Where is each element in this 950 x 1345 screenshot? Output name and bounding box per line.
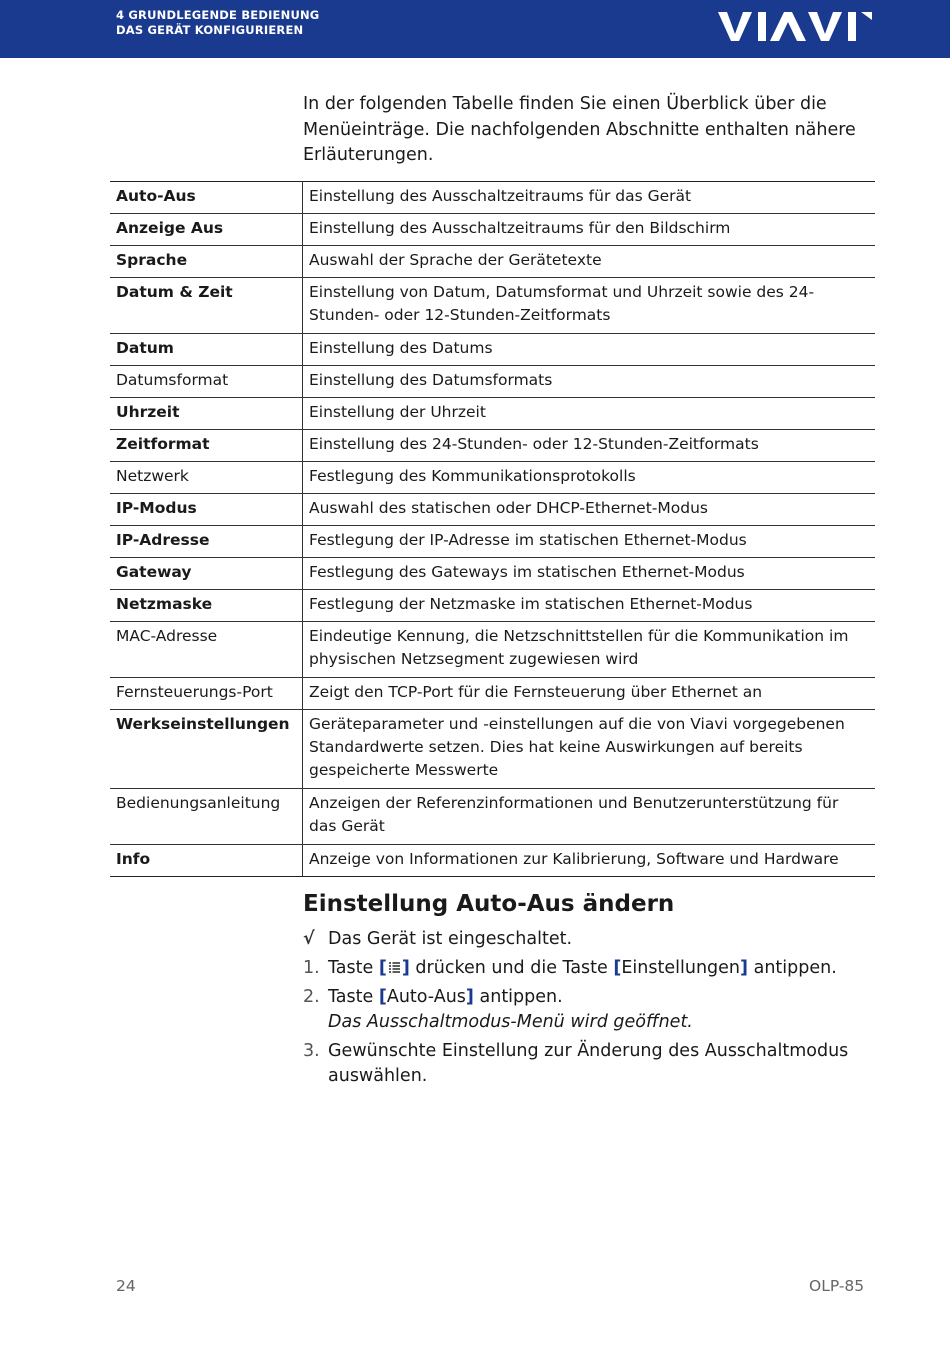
step-number: 1. bbox=[303, 958, 320, 978]
menu-description: Einstellung des Datumsformats bbox=[303, 366, 876, 398]
key-label-settings: Einstellungen bbox=[621, 958, 741, 978]
viavi-logo bbox=[716, 8, 876, 44]
menu-term: Werkseinstellungen bbox=[110, 710, 303, 789]
svg-text:VIAVI: VIAVI bbox=[716, 8, 719, 9]
table-row bbox=[110, 278, 875, 334]
table-row bbox=[110, 430, 875, 462]
menu-description: Festlegung der Netzmaske im statischen Ethernet-Modus bbox=[303, 590, 876, 622]
step-text: drücken und die Taste bbox=[415, 958, 608, 978]
bracket-close: ] bbox=[740, 958, 749, 978]
bracket-close: ] bbox=[401, 958, 410, 978]
table-row bbox=[110, 182, 875, 214]
menu-term: IP-Adresse bbox=[110, 526, 303, 558]
menu-term: Fernsteuerungs-Port bbox=[110, 678, 303, 710]
chapter-title: 4 GRUNDLEGENDE BEDIENUNG bbox=[116, 8, 320, 22]
chapter-heading bbox=[116, 8, 319, 38]
table-row bbox=[110, 590, 875, 622]
table-row bbox=[110, 526, 875, 558]
menu-term: Datumsformat bbox=[110, 366, 303, 398]
table-row bbox=[110, 366, 875, 398]
step-text: Taste bbox=[328, 958, 374, 978]
menu-term: MAC-Adresse bbox=[110, 622, 303, 678]
menu-description: Einstellung des Datums bbox=[303, 334, 876, 366]
menu-description: Festlegung des Kommunikationsprotokolls bbox=[303, 462, 876, 494]
product-name: OLP-85 bbox=[809, 1277, 865, 1295]
prerequisite bbox=[303, 927, 883, 952]
step-number: 2. bbox=[303, 987, 320, 1007]
menu-term: Netzmaske bbox=[110, 590, 303, 622]
step-text: antippen. bbox=[479, 987, 563, 1007]
table-row bbox=[110, 334, 875, 366]
table-row bbox=[110, 789, 875, 845]
bracket-open: [ bbox=[378, 987, 387, 1007]
page-header bbox=[0, 0, 950, 58]
menu-description: Festlegung des Gateways im statischen Ethernet-Modus bbox=[303, 558, 876, 590]
menu-description: Einstellung des Ausschaltzeitraums für den Bildschirm bbox=[303, 214, 876, 246]
menu-description: Festlegung der IP-Adresse im statischen Ethernet-Modus bbox=[303, 526, 876, 558]
page-number: 24 bbox=[116, 1277, 136, 1295]
step-text: Gewünschte Einstellung zur Änderung des Ausschaltmodus auswählen. bbox=[328, 1041, 849, 1086]
menu-term: Auto-Aus bbox=[110, 182, 303, 214]
section-title: DAS GERÄT KONFIGURIEREN bbox=[116, 23, 304, 37]
table-row bbox=[110, 494, 875, 526]
menu-description: Einstellung des 24-Stunden- oder 12-Stunden-Zeitformats bbox=[303, 430, 876, 462]
table-row bbox=[110, 845, 875, 877]
table-row bbox=[110, 214, 875, 246]
step-text: Taste bbox=[328, 987, 374, 1007]
bracket-close: ] bbox=[465, 987, 474, 1007]
menu-description: Anzeigen der Referenzinformationen und Benutzerunterstützung für das Gerät bbox=[303, 789, 876, 845]
menu-term: Bedienungsanleitung bbox=[110, 789, 303, 845]
menu-term: Anzeige Aus bbox=[110, 214, 303, 246]
checkmark-icon: √ bbox=[303, 929, 315, 949]
prerequisite-text: Das Gerät ist eingeschaltet. bbox=[328, 929, 573, 949]
menu-overview-table bbox=[110, 181, 875, 877]
menu-term: Datum & Zeit bbox=[110, 278, 303, 334]
menu-term: Uhrzeit bbox=[110, 398, 303, 430]
menu-description: Geräteparameter und -einstellungen auf die von Viavi vorgegebenen Standardwerte setzen. Dies hat keine Auswirkungen auf bereits gespeicherte Messwerte bbox=[303, 710, 876, 789]
menu-description: Anzeige von Informationen zur Kalibrierung, Software und Hardware bbox=[303, 845, 876, 877]
menu-description: Einstellung des Ausschaltzeitraums für das Gerät bbox=[303, 182, 876, 214]
menu-term: Gateway bbox=[110, 558, 303, 590]
menu-description: Einstellung der Uhrzeit bbox=[303, 398, 876, 430]
menu-description: Zeigt den TCP-Port für die Fernsteuerung über Ethernet an bbox=[303, 678, 876, 710]
menu-term: Sprache bbox=[110, 246, 303, 278]
table-row bbox=[110, 398, 875, 430]
table-row bbox=[110, 678, 875, 710]
step-text: antippen. bbox=[753, 958, 837, 978]
step-result: Das Ausschaltmodus-Menü wird geöffnet. bbox=[328, 1012, 693, 1032]
intro-paragraph: In der folgenden Tabelle finden Sie einen Überblick über die Menüeinträge. Die nachfolgenden Abschnitte enthalten nähere Erläuterungen. bbox=[303, 94, 856, 165]
step-3 bbox=[303, 1039, 883, 1089]
procedure-steps bbox=[303, 927, 883, 1089]
table-row bbox=[110, 462, 875, 494]
menu-description: Auswahl der Sprache der Gerätetexte bbox=[303, 246, 876, 278]
menu-term: Netzwerk bbox=[110, 462, 303, 494]
step-1 bbox=[303, 956, 883, 981]
menu-description: Einstellung von Datum, Datumsformat und Uhrzeit sowie des 24-Stunden- oder 12-Stunden-Zeitformats bbox=[303, 278, 876, 334]
bracket-open: [ bbox=[613, 958, 622, 978]
step-2 bbox=[303, 985, 883, 1035]
key-label-auto-off: Auto-Aus bbox=[386, 987, 466, 1007]
menu-description: Auswahl des statischen oder DHCP-Ethernet-Modus bbox=[303, 494, 876, 526]
table-row bbox=[110, 710, 875, 789]
table-row bbox=[110, 558, 875, 590]
bracket-open: [ bbox=[378, 958, 387, 978]
auto-off-section bbox=[303, 887, 883, 1093]
table-row bbox=[110, 246, 875, 278]
step-number: 3. bbox=[303, 1041, 320, 1061]
menu-description: Eindeutige Kennung, die Netzschnittstellen für die Kommunikation im physischen Netzsegment zugewiesen wird bbox=[303, 622, 876, 678]
menu-lines-icon bbox=[388, 961, 401, 974]
menu-term: Datum bbox=[110, 334, 303, 366]
menu-term: Info bbox=[110, 845, 303, 877]
menu-term: Zeitformat bbox=[110, 430, 303, 462]
section-heading: Einstellung Auto-Aus ändern bbox=[303, 891, 675, 917]
table-row bbox=[110, 622, 875, 678]
menu-term: IP-Modus bbox=[110, 494, 303, 526]
